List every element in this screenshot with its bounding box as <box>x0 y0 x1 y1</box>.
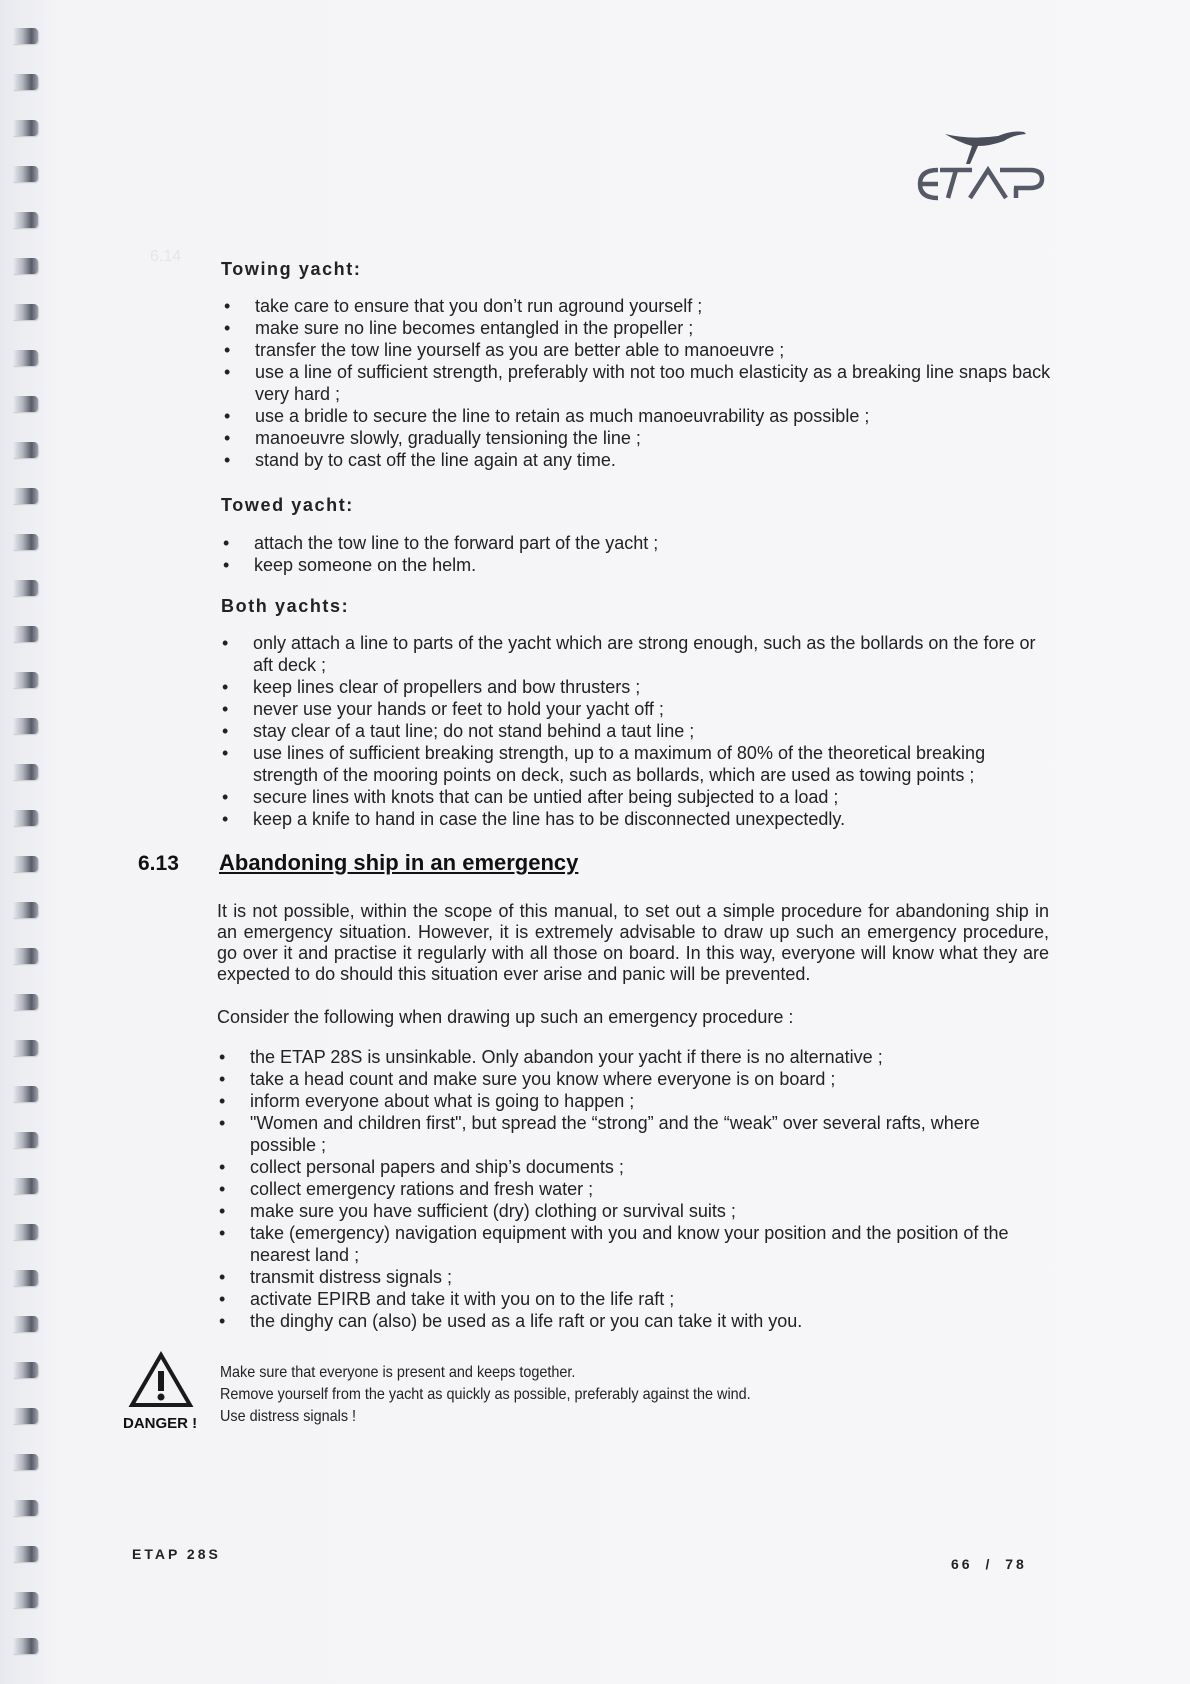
list-item: • take a head count and make sure you know where everyone is on board ; <box>216 1068 1048 1090</box>
binding-ring <box>12 1362 38 1378</box>
list-item: • take care to ensure that you don’t run aground yourself ; <box>221 295 1057 317</box>
binding-ring <box>12 304 38 320</box>
binding-ring <box>12 28 38 44</box>
binding-ring <box>12 1270 38 1286</box>
binding-ring <box>12 856 38 872</box>
list-item: • take (emergency) navigation equipment with you and know your position and the position of the nearest land ; <box>216 1222 1048 1266</box>
towed-list <box>220 532 1050 576</box>
list-item: • use lines of sufficient breaking strength, up to a maximum of 80% of the theoretical breaking strength of the mooring points on deck, such as bollards, which are used as towing points ; <box>219 742 1051 786</box>
list-item: • collect emergency rations and fresh water ; <box>216 1178 1048 1200</box>
towing-list <box>221 295 1057 471</box>
binding-ring <box>12 396 38 412</box>
list-item: • keep someone on the helm. <box>220 554 1050 576</box>
list-item: • secure lines with knots that can be untied after being subjected to a load ; <box>219 786 1051 808</box>
list-item: • stay clear of a taut line; do not stand behind a taut line ; <box>219 720 1051 742</box>
both-heading: Both yachts: <box>221 596 350 616</box>
list-item: • make sure you have sufficient (dry) clothing or survival suits ; <box>216 1200 1048 1222</box>
list-item: • transfer the tow line yourself as you are better able to manoeuvre ; <box>221 339 1057 361</box>
binding-ring <box>12 258 38 274</box>
danger-line: Use distress signals ! <box>220 1408 357 1425</box>
danger-line: Make sure that everyone is present and keeps together. <box>220 1364 576 1381</box>
consider-line: Consider the following when drawing up such an emergency procedure : <box>217 1007 794 1027</box>
list-item: • the ETAP 28S is unsinkable. Only abandon your yacht if there is no alternative ; <box>216 1046 1048 1068</box>
binding-ring <box>12 764 38 780</box>
binding-ring <box>12 1592 38 1608</box>
binding-ring <box>12 350 38 366</box>
binding-ring <box>12 902 38 918</box>
danger-text <box>220 1362 751 1428</box>
section-intro: It is not possible, within the scope of this manual, to set out a simple procedure for abandoning ship in an emergency situation. However, it is extremely advisable to draw up such an emergency procedure, go over it and practise it regularly with all those on board. In this way, everyone will know what they are expected to do should this situation ever arise and panic will be prevented. <box>217 901 1049 984</box>
towing-heading: Towing yacht: <box>221 259 362 279</box>
list-item: • the dinghy can (also) be used as a life raft or you can take it with you. <box>216 1310 1048 1332</box>
list-item: • keep lines clear of propellers and bow thrusters ; <box>219 676 1051 698</box>
list-item: • use a line of sufficient strength, preferably with not too much elasticity as a breaking line snaps back very hard ; <box>221 361 1057 405</box>
section-number: 6.13 <box>138 852 179 875</box>
list-item: • transmit distress signals ; <box>216 1266 1048 1288</box>
section-title: Abandoning ship in an emergency <box>219 850 579 875</box>
binding-ring <box>12 1638 38 1654</box>
footer-model: ETAP 28S <box>132 1546 221 1562</box>
binding-ring <box>12 74 38 90</box>
list-item: • inform everyone about what is going to happen ; <box>216 1090 1048 1112</box>
list-item: • attach the tow line to the forward part of the yacht ; <box>220 532 1050 554</box>
binding-ring <box>12 442 38 458</box>
footer-page-number: 66 / 78 <box>951 1556 1027 1572</box>
binding-ring <box>12 1224 38 1240</box>
binding-ring <box>12 1546 38 1562</box>
binding-ring <box>12 718 38 734</box>
danger-label: DANGER ! <box>123 1415 198 1432</box>
list-item: • make sure no line becomes entangled in the propeller ; <box>221 317 1057 339</box>
manual-page: 6.14 Towing yacht: • take care to ensure that you don’t run aground yourself ; • make sure no line becomes entangled in the propeller ; • transfer the tow line yourself as you are better able to manoeuvre ; • use a line of sufficient strength, preferably with not too much elasticity as a breaking line snaps back very hard ; • use a bridle to secure the line to retain as much manoeuvrability as possible ; • manoeuvre slowly, gradually tensioning the line ; • stand by to cast off the line again at any time. Towed yacht: • attach the tow line to the forward part of the yacht ; • keep someone on the helm. Both yachts: • only attach a line to parts of the yacht which are strong enough, such as the bollards on the fore or aft deck ; • keep lines clear of propellers and bow thrusters ; • never use your hands or feet to hold your yacht off ; • stay clear of a taut line; do not stand behind a taut line ; • use lines of sufficient breaking strength, up to a maximum of 80% of the theoretical breaking strength of the mooring points on deck, such as bollards, which are used as towing points ; • secure lines with knots that can be untied after being subjected to a load ; • keep a knife to hand in case the line has to be disconnected unexpectedly. 6.13 Abandoning ship in an emergency It is not possible, within the scope of this manual, to set out a simple procedure for abandoning ship in an emergency situation. However, it is extremely advisable to draw up such an emergency procedure, go over it and practise it regularly with all those on board. In this way, everyone will know what they are expected to do should this situation ever arise and panic will be prevented. Consider the following when drawing up such an emergency procedure : • the ETAP 28S is unsinkable. Only abandon your yacht if there is no alternative ; • take a head count and make sure you know where everyone is on board ; • inform everyone about what is going to happen ; • "Women and children first", but spread the “strong” and the “weak” over several rafts, where possible ; • collect personal papers and ship’s documents ; • collect emergency rations and fresh water ; • make sure you have sufficient (dry) clothing or survival suits ; • take (emergency) navigation equipment with you and know your position and the position of the nearest land ; • transmit distress signals ; • activate EPIRB and take it with you on to the life raft ; • the dinghy can (also) be used as a life raft or you can take it with you. DANGER ! Make sure that everyone is present and keeps together. Remove yourself from the yacht as quickly as possible, preferably against the wind. Use distress signals ! ETAP 28S 66 / 78 <box>0 0 1190 1684</box>
binding-ring <box>12 1454 38 1470</box>
list-item: • only attach a line to parts of the yacht which are strong enough, such as the bollards on the fore or aft deck ; <box>219 632 1051 676</box>
bird-icon <box>945 132 1026 165</box>
binding-ring <box>12 166 38 182</box>
binding-ring <box>12 534 38 550</box>
binding-ring <box>12 1040 38 1056</box>
binding-ring <box>12 488 38 504</box>
binding-ring <box>12 120 38 136</box>
list-item: • use a bridle to secure the line to retain as much manoeuvrability as possible ; <box>221 405 1057 427</box>
binding-ring <box>12 1178 38 1194</box>
binding-ring <box>12 1132 38 1148</box>
list-item: • stand by to cast off the line again at any time. <box>221 449 1057 471</box>
binding-ring <box>12 672 38 688</box>
list-item: • activate EPIRB and take it with you on to the life raft ; <box>216 1288 1048 1310</box>
binding-ring <box>12 580 38 596</box>
emergency-list <box>216 1046 1048 1332</box>
binding-ring <box>12 948 38 964</box>
warning-triangle-icon <box>128 1351 194 1409</box>
list-item: • never use your hands or feet to hold your yacht off ; <box>219 698 1051 720</box>
binding-ring <box>12 994 38 1010</box>
both-list <box>219 632 1051 830</box>
binding-ring <box>12 1086 38 1102</box>
list-item: • collect personal papers and ship’s documents ; <box>216 1156 1048 1178</box>
binding-ring <box>12 1408 38 1424</box>
binding-ring <box>12 1316 38 1332</box>
list-item: • "Women and children first", but spread the “strong” and the “weak” over several rafts, where possible ; <box>216 1112 1048 1156</box>
etap-wordmark <box>920 170 1042 198</box>
list-item: • keep a knife to hand in case the line has to be disconnected unexpectedly. <box>219 808 1051 830</box>
binding-ring <box>12 626 38 642</box>
danger-line: Remove yourself from the yacht as quickly as possible, preferably against the wind. <box>220 1386 751 1403</box>
binding-ring <box>12 212 38 228</box>
list-item: • manoeuvre slowly, gradually tensioning the line ; <box>221 427 1057 449</box>
binding-ring <box>12 1500 38 1516</box>
etap-logo <box>900 124 1060 214</box>
towed-heading: Towed yacht: <box>221 495 354 515</box>
spiral-binding <box>8 28 44 1668</box>
binding-ring <box>12 810 38 826</box>
